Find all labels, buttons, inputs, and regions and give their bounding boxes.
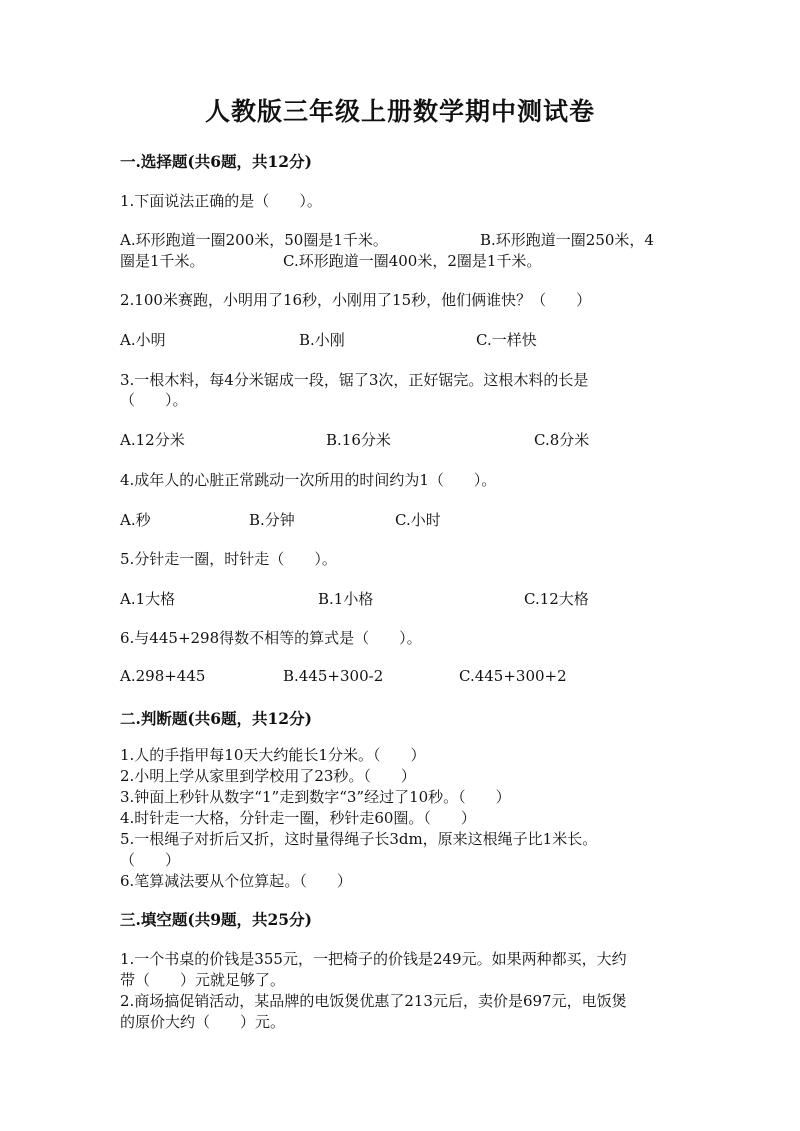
option-b: B.445+300-2 xyxy=(283,667,384,685)
option-c: C.小时 xyxy=(395,511,441,529)
option-c: C.一样快 xyxy=(476,331,537,349)
question-stem: 4.成年人的心脏正常跳动一次所用的时间约为1（ ）。 xyxy=(120,471,497,489)
question-stem: 6.与445+298得数不相等的算式是（ ）。 xyxy=(120,629,422,647)
option-a: A.秒 xyxy=(120,511,151,529)
judgement-line: 2.小明上学从家里到学校用了23秒。（ ） xyxy=(120,767,416,785)
option-a: A.298+445 xyxy=(120,667,206,685)
question-stem: 5.分针走一圈，时针走（ ）。 xyxy=(120,550,337,568)
option-b-continued: 圈是1千米。 xyxy=(120,252,205,270)
fill-in-line: 2.商场搞促销活动，某品牌的电饭煲优惠了213元后，卖价是697元，电饭煲 xyxy=(120,992,627,1010)
section-heading-judgement: 二.判断题(共6题，共12分) xyxy=(120,709,312,728)
option-a: A.12分米 xyxy=(120,431,185,449)
fill-in-line: 带（ ）元就足够了。 xyxy=(120,971,286,989)
option-c: C.445+300+2 xyxy=(459,667,567,685)
option-c: C.12大格 xyxy=(524,590,589,608)
section-heading-fill-in: 三.填空题(共9题，共25分) xyxy=(120,910,312,929)
option-a: A.小明 xyxy=(120,331,166,349)
option-c: C.8分米 xyxy=(534,431,590,449)
judgement-line: 4.时针走一大格，分针走一圈，秒针走60圈。（ ） xyxy=(120,809,476,827)
option-b: B.16分米 xyxy=(326,431,391,449)
option-b: B.1小格 xyxy=(318,590,374,608)
question-stem: 2.100米赛跑，小明用了16秒，小刚用了15秒，他们俩谁快？（ ） xyxy=(120,291,592,309)
judgement-line: 1.人的手指甲每10天大约能长1分米。（ ） xyxy=(120,746,426,764)
judgement-line: 3.钟面上秒针从数字“1”走到数字“3”经过了10秒。（ ） xyxy=(120,788,511,806)
judgement-line: 6.笔算减法要从个位算起。（ ） xyxy=(120,872,352,890)
option-c: C.环形跑道一圈400米，2圈是1千米。 xyxy=(283,252,542,270)
option-b: B.小刚 xyxy=(299,331,345,349)
judgement-line: 5.一根绳子对折后又折，这时量得绳子长3dm，原来这根绳子比1米长。 xyxy=(120,830,598,848)
fill-in-line: 的原价大约（ ）元。 xyxy=(120,1013,286,1031)
section-heading-choice: 一.选择题(共6题，共12分) xyxy=(120,152,312,171)
question-stem: 1.下面说法正确的是（ ）。 xyxy=(120,192,322,210)
option-a: A.1大格 xyxy=(120,590,176,608)
option-b: B.环形跑道一圈250米，4 xyxy=(480,231,654,249)
option-a: A.环形跑道一圈200米，50圈是1千米。 xyxy=(120,231,388,249)
fill-in-line: 1.一个书桌的价钱是355元，一把椅子的价钱是249元。如果两种都买，大约 xyxy=(120,950,627,968)
question-stem-line: （ ）。 xyxy=(120,391,188,409)
judgement-line: （ ） xyxy=(120,851,181,869)
page-title: 人教版三年级上册数学期中测试卷 xyxy=(204,97,595,126)
question-stem-line: 3.一根木料，每4分米锯成一段，锯了3次，正好锯完。这根木料的长是 xyxy=(120,371,589,389)
option-b: B.分钟 xyxy=(249,511,295,529)
